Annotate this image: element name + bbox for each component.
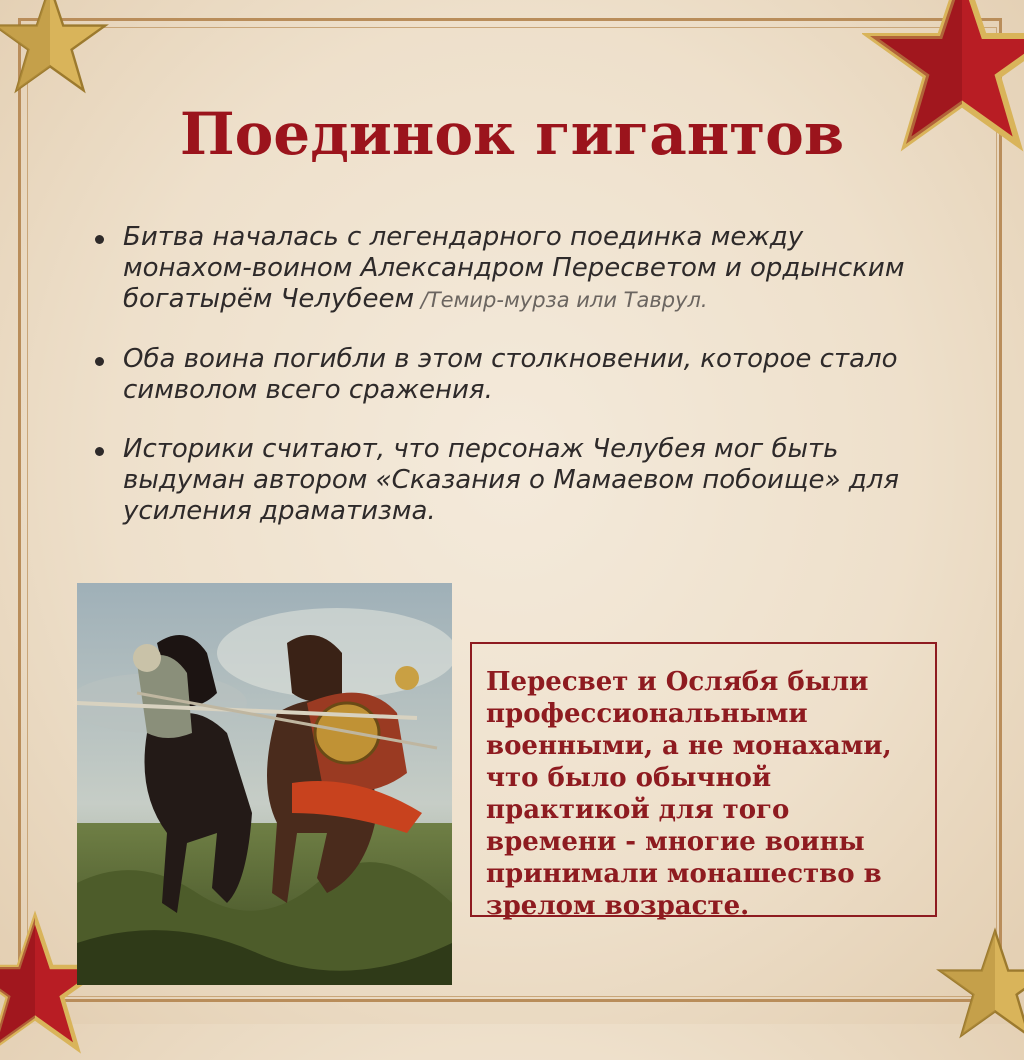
gold-star-icon — [0, 0, 110, 100]
quote-text: Пересвет и Ослябя были профессиональными военными, а не монахами, что было обычной практикой для того времени - многие воины принимали монашество в зрелом возрасте. — [486, 667, 892, 921]
bullet-dot-icon — [95, 357, 104, 366]
bullet-text: Историки считают, что персонаж Челубея мог быть выдуман автором «Сказания о Мамаевом побоище» для усиления драматизма. — [123, 434, 899, 526]
list-item — [95, 222, 935, 316]
bullet-text: Битва началась с легендарного поединка между монахом-воином Александром Пересветом и ордынским богатырём Челубеем — [123, 222, 905, 314]
gold-star-icon — [935, 925, 1024, 1045]
bullet-list — [95, 222, 935, 527]
list-item — [95, 344, 935, 406]
list-item — [95, 434, 935, 527]
quote-box — [470, 642, 937, 921]
bullet-note: /Темир-мурза или Таврул. — [414, 288, 708, 312]
page-title: Поединок гигантов — [179, 100, 845, 168]
painting-of-duel-icon — [77, 583, 452, 985]
bullet-text: Оба воина погибли в этом столкновении, которое стало символом всего сражения. — [123, 344, 898, 405]
bullet-dot-icon — [95, 235, 104, 244]
painting-image — [77, 583, 452, 985]
bullet-dot-icon — [95, 447, 104, 456]
